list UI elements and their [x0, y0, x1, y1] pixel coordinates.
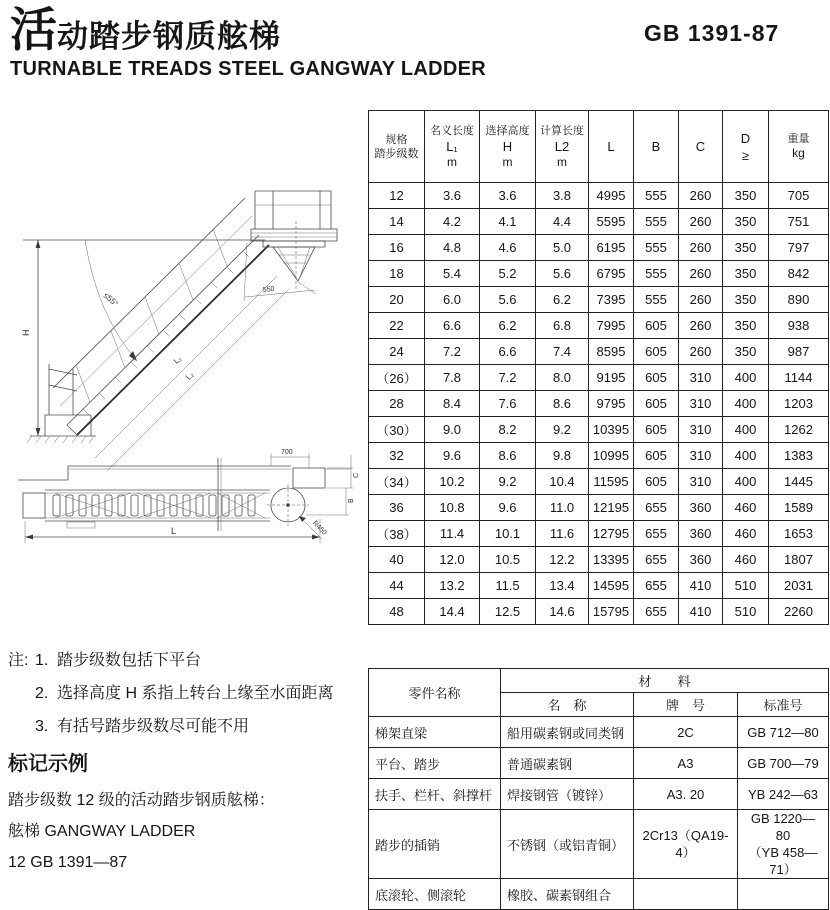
table-cell: 44: [369, 573, 425, 599]
dim-c-label: C: [353, 472, 360, 478]
table-cell: 555: [634, 209, 679, 235]
table-cell: 2031: [769, 573, 829, 599]
table-cell: 1589: [769, 495, 829, 521]
table-cell: 9.6: [480, 495, 536, 521]
table-cell: 4.1: [480, 209, 536, 235]
table-cell: 22: [369, 313, 425, 339]
materials-header-row-1: [369, 669, 829, 693]
table-cell: 350: [723, 339, 769, 365]
table-cell: 8.6: [480, 443, 536, 469]
table-cell: 船用碳素钢或同类钢: [501, 717, 634, 748]
table-cell: 350: [723, 209, 769, 235]
page-title-rest: 动踏步钢质舷梯: [57, 19, 281, 54]
note-item: 注: 1. 踏步级数包括下平台: [8, 644, 370, 677]
table-cell: 9.2: [480, 469, 536, 495]
table-cell: 360: [679, 547, 723, 573]
table-cell: 310: [679, 365, 723, 391]
marking-heading: 标记示例: [8, 753, 88, 775]
col-header-standard: 标准号: [738, 693, 829, 717]
table-cell: 350: [723, 287, 769, 313]
table-cell: 11.0: [536, 495, 589, 521]
dim-l1-label: L₁: [171, 354, 184, 366]
table-cell: 14.4: [425, 599, 480, 625]
table-row: [369, 599, 829, 625]
table-cell: 350: [723, 235, 769, 261]
table-cell: 12.0: [425, 547, 480, 573]
table-cell: 5.6: [536, 261, 589, 287]
dim-550-label: 550: [262, 285, 275, 295]
table-cell: 3.6: [480, 183, 536, 209]
table-row: [369, 443, 829, 469]
table-cell: 7995: [589, 313, 634, 339]
table-cell: 7.8: [425, 365, 480, 391]
table-row: [369, 748, 829, 779]
table-row: [369, 183, 829, 209]
table-cell: A3. 20: [634, 779, 738, 810]
table-cell: 12795: [589, 521, 634, 547]
table-cell: （26）: [369, 365, 425, 391]
table-cell: 9.2: [536, 417, 589, 443]
table-cell: 9.6: [425, 443, 480, 469]
table-cell: 350: [723, 183, 769, 209]
col-header-nominal-length: 名义长度 L₁ m: [425, 111, 480, 183]
table-cell: 5595: [589, 209, 634, 235]
table-cell: 9.8: [536, 443, 589, 469]
notes: [8, 644, 370, 743]
table-cell: 360: [679, 521, 723, 547]
table-row: [369, 495, 829, 521]
dim-700-label: 700: [281, 449, 293, 456]
table-cell: （38）: [369, 521, 425, 547]
table-cell: 410: [679, 573, 723, 599]
table-cell: 260: [679, 339, 723, 365]
table-row: [369, 261, 829, 287]
col-header-selected-height: 选择高度 H m: [480, 111, 536, 183]
table-cell: 4.6: [480, 235, 536, 261]
table-cell: 655: [634, 495, 679, 521]
table-cell: GB 712—80: [738, 717, 829, 748]
table-cell: 6.6: [425, 313, 480, 339]
table-cell: 13.4: [536, 573, 589, 599]
technical-drawing: [15, 163, 365, 587]
table-cell: 605: [634, 417, 679, 443]
table-cell: 8595: [589, 339, 634, 365]
col-header-material: 材 料: [501, 669, 829, 693]
table-cell: 2260: [769, 599, 829, 625]
table-cell: 555: [634, 261, 679, 287]
col-header-weight: 重量 kg: [769, 111, 829, 183]
dim-length-label: L: [171, 526, 177, 536]
table-cell: 11.5: [480, 573, 536, 599]
table-cell: 40: [369, 547, 425, 573]
table-cell: 1383: [769, 443, 829, 469]
table-cell: 7.6: [480, 391, 536, 417]
table-row: [369, 391, 829, 417]
dim-radius-label: R450: [310, 519, 328, 537]
table-cell: 5.4: [425, 261, 480, 287]
notes-prefix: 注:: [8, 652, 29, 669]
table-cell: 310: [679, 469, 723, 495]
table-cell: [738, 879, 829, 910]
table-cell: 扶手、栏杆、斜撑杆: [369, 779, 501, 810]
marking-line: 12 GB 1391—87: [8, 854, 128, 871]
table-cell: 360: [679, 495, 723, 521]
table-cell: 7.2: [480, 365, 536, 391]
table-cell: 9.0: [425, 417, 480, 443]
table-cell: 1144: [769, 365, 829, 391]
table-cell: 655: [634, 599, 679, 625]
table-cell: 260: [679, 235, 723, 261]
table-cell: 410: [679, 599, 723, 625]
page-title-first-char: 活: [10, 3, 57, 56]
table-cell: 605: [634, 339, 679, 365]
table-row: [369, 287, 829, 313]
marking-line: 舷梯 GANGWAY LADDER: [8, 823, 196, 840]
table-cell: 4.2: [425, 209, 480, 235]
table-cell: 18: [369, 261, 425, 287]
table-cell: 4.8: [425, 235, 480, 261]
table-cell: 400: [723, 469, 769, 495]
table-cell: 605: [634, 365, 679, 391]
table-cell: 260: [679, 287, 723, 313]
table-cell: 655: [634, 547, 679, 573]
table-cell: 260: [679, 209, 723, 235]
table-cell: 13.2: [425, 573, 480, 599]
table-row: [369, 235, 829, 261]
table-cell: 11.4: [425, 521, 480, 547]
table-cell: 555: [634, 235, 679, 261]
table-cell: 350: [723, 261, 769, 287]
table-cell: 梯架直梁: [369, 717, 501, 748]
table-cell: 3.8: [536, 183, 589, 209]
table-cell: 14.6: [536, 599, 589, 625]
table-cell: 460: [723, 495, 769, 521]
table-cell: 938: [769, 313, 829, 339]
table-cell: 28: [369, 391, 425, 417]
table-cell: 797: [769, 235, 829, 261]
table-row: [369, 810, 829, 879]
dim-h-label: H: [21, 329, 31, 336]
marking-example: [8, 747, 370, 878]
standard-number: GB 1391-87: [644, 20, 780, 46]
table-cell: 510: [723, 599, 769, 625]
table-cell: 6.8: [536, 313, 589, 339]
table-cell: 橡胶、碳素钢组合: [501, 879, 634, 910]
table-cell: 555: [634, 183, 679, 209]
table-cell: 11595: [589, 469, 634, 495]
table-row: [369, 417, 829, 443]
table-cell: 20: [369, 287, 425, 313]
table-cell: 6.0: [425, 287, 480, 313]
table-cell: （30）: [369, 417, 425, 443]
table-cell: 510: [723, 573, 769, 599]
table-cell: 605: [634, 443, 679, 469]
col-header-D: D ≥: [723, 111, 769, 183]
note-item: 3. 有括号踏步级数尽可能不用: [35, 718, 250, 735]
page-title-en: TURNABLE TREADS STEEL GANGWAY LADDER: [10, 58, 487, 80]
table-cell: 9195: [589, 365, 634, 391]
table-cell: 460: [723, 521, 769, 547]
table-cell: 普通碳素钢: [501, 748, 634, 779]
table-cell: 2C: [634, 717, 738, 748]
table-cell: 踏步的插销: [369, 810, 501, 879]
table-row: [369, 717, 829, 748]
table-cell: 260: [679, 261, 723, 287]
table-cell: 14: [369, 209, 425, 235]
table-cell: 310: [679, 391, 723, 417]
table-cell: 32: [369, 443, 425, 469]
table-cell: 1203: [769, 391, 829, 417]
table-cell: 310: [679, 417, 723, 443]
table-cell: 16: [369, 235, 425, 261]
dim-b-label: B: [348, 498, 355, 503]
table-cell: 8.6: [536, 391, 589, 417]
note-item: 2. 选择高度 H 系指上转台上缘至水面距离: [35, 685, 334, 702]
table-cell: YB 242—63: [738, 779, 829, 810]
table-cell: 6.2: [536, 287, 589, 313]
table-cell: 260: [679, 313, 723, 339]
table-cell: 460: [723, 547, 769, 573]
spec-header-row: [369, 111, 829, 183]
table-cell: 842: [769, 261, 829, 287]
table-cell: 350: [723, 313, 769, 339]
table-cell: 7.2: [425, 339, 480, 365]
table-row: [369, 365, 829, 391]
table-cell: 5.2: [480, 261, 536, 287]
table-cell: 12: [369, 183, 425, 209]
table-cell: 260: [679, 183, 723, 209]
table-cell: 10995: [589, 443, 634, 469]
table-cell: 655: [634, 521, 679, 547]
table-cell: 平台、踏步: [369, 748, 501, 779]
table-cell: 底滚轮、侧滚轮: [369, 879, 501, 910]
table-row: [369, 547, 829, 573]
table-cell: 12.2: [536, 547, 589, 573]
table-cell: 605: [634, 391, 679, 417]
col-header-B: B: [634, 111, 679, 183]
table-cell: 4995: [589, 183, 634, 209]
col-header-calc-length: 计算长度 L2 m: [536, 111, 589, 183]
table-cell: 12195: [589, 495, 634, 521]
table-cell: 605: [634, 313, 679, 339]
table-cell: 6.2: [480, 313, 536, 339]
table-cell: 13395: [589, 547, 634, 573]
table-cell: 1262: [769, 417, 829, 443]
dim-l2-label: L₂: [183, 369, 196, 382]
table-cell: 1445: [769, 469, 829, 495]
table-cell: 10.5: [480, 547, 536, 573]
table-cell: 5.6: [480, 287, 536, 313]
marking-line: 踏步级数 12 级的活动踏步钢质舷梯：: [8, 792, 275, 809]
table-cell: 1807: [769, 547, 829, 573]
table-row: [369, 209, 829, 235]
plan-view: [18, 449, 360, 543]
table-cell: 8.4: [425, 391, 480, 417]
table-cell: 987: [769, 339, 829, 365]
table-row: [369, 339, 829, 365]
table-cell: 555: [634, 287, 679, 313]
table-cell: 8.2: [480, 417, 536, 443]
table-row: [369, 469, 829, 495]
table-cell: 400: [723, 417, 769, 443]
table-cell: 705: [769, 183, 829, 209]
col-header-part-name: 零件名称: [369, 669, 501, 717]
table-cell: 400: [723, 391, 769, 417]
table-cell: 5.0: [536, 235, 589, 261]
table-row: [369, 521, 829, 547]
table-cell: 6.6: [480, 339, 536, 365]
table-cell: [634, 879, 738, 910]
materials-table: [368, 668, 829, 910]
table-row: [369, 573, 829, 599]
table-cell: A3: [634, 748, 738, 779]
col-header-material-name: 名 称: [501, 693, 634, 717]
table-cell: 48: [369, 599, 425, 625]
angle-label: ≤55°: [101, 290, 121, 309]
table-cell: 3.6: [425, 183, 480, 209]
table-cell: 1653: [769, 521, 829, 547]
table-cell: GB 1220—80 （YB 458—71）: [738, 810, 829, 879]
table-cell: 6195: [589, 235, 634, 261]
table-cell: 605: [634, 469, 679, 495]
table-cell: 2Cr13（QA19-4）: [634, 810, 738, 879]
table-cell: 15795: [589, 599, 634, 625]
table-cell: 12.5: [480, 599, 536, 625]
table-cell: 11.6: [536, 521, 589, 547]
col-header-C: C: [679, 111, 723, 183]
table-cell: 6795: [589, 261, 634, 287]
table-row: [369, 779, 829, 810]
col-header-grade: 牌 号: [634, 693, 738, 717]
table-cell: 7.4: [536, 339, 589, 365]
table-cell: 400: [723, 443, 769, 469]
table-cell: 10.1: [480, 521, 536, 547]
table-cell: 36: [369, 495, 425, 521]
table-cell: 10.2: [425, 469, 480, 495]
table-cell: 14595: [589, 573, 634, 599]
table-cell: 24: [369, 339, 425, 365]
elevation-view: [21, 191, 337, 471]
spec-table: [368, 110, 829, 625]
table-cell: 8.0: [536, 365, 589, 391]
table-cell: 4.4: [536, 209, 589, 235]
table-cell: 400: [723, 365, 769, 391]
table-cell: 不锈钢（或铝青铜）: [501, 810, 634, 879]
table-cell: 10.8: [425, 495, 480, 521]
table-cell: GB 700—79: [738, 748, 829, 779]
table-cell: 890: [769, 287, 829, 313]
col-header-L: L: [589, 111, 634, 183]
table-cell: 310: [679, 443, 723, 469]
table-cell: 10.4: [536, 469, 589, 495]
table-row: [369, 879, 829, 910]
page-title-zh: [10, 4, 281, 56]
table-cell: （34）: [369, 469, 425, 495]
col-header-spec: 规格 踏步级数: [369, 111, 425, 183]
table-cell: 焊接钢管（镀锌）: [501, 779, 634, 810]
table-cell: 655: [634, 573, 679, 599]
table-cell: 9795: [589, 391, 634, 417]
table-cell: 10395: [589, 417, 634, 443]
table-cell: 751: [769, 209, 829, 235]
table-row: [369, 313, 829, 339]
table-cell: 7395: [589, 287, 634, 313]
